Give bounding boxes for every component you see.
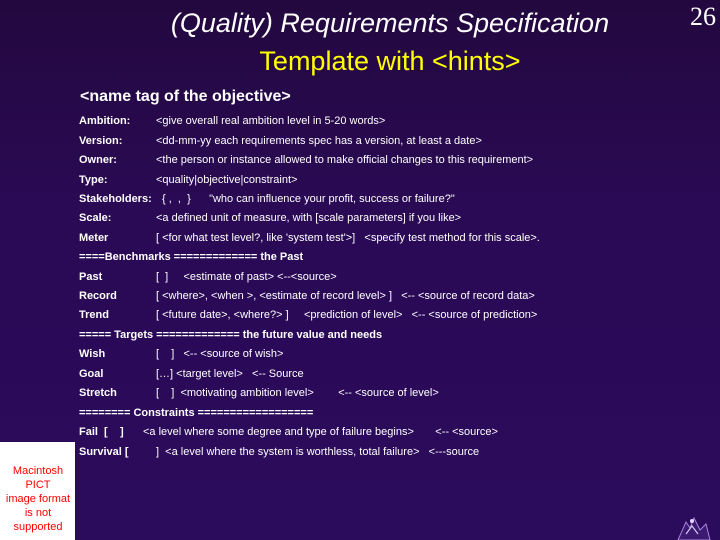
row-value: [ ] <-- <source of wish> — [156, 348, 284, 360]
logo-icon — [672, 512, 712, 540]
row-label: Stakeholders: — [79, 193, 152, 205]
row-value: <dd-mm-yy each requirements spec has a version, at least a date> — [156, 135, 482, 147]
row-label: Version: — [79, 135, 123, 147]
row-value: <quality|objective|constraint> — [156, 174, 298, 186]
row-label: Goal — [79, 368, 104, 380]
objective-heading: <name tag of the objective> — [80, 88, 291, 105]
row-value: <the person or instance allowed to make official changes to this requirement> — [156, 154, 534, 166]
benchmarks-separator: ====Benchmarks ============= the Past — [79, 251, 304, 263]
row-value: [ ] <estimate of past> <--<source> — [156, 271, 337, 283]
title-line-2: Template with <hints> — [259, 46, 521, 76]
row-label: Scale: — [79, 212, 112, 224]
row-label: Past — [79, 271, 103, 283]
constraints-separator: ======== Constraints ================== — [79, 407, 314, 419]
pict-notice — [2, 464, 74, 534]
row-label: Meter — [79, 232, 109, 244]
row-value: [ <for what test level?, like 'system test'>] <specify test method for this scale>. — [156, 232, 540, 244]
pict-placeholder — [0, 442, 75, 540]
row-label: Stretch — [79, 387, 117, 399]
row-label: Survival [ — [79, 446, 129, 458]
row-value: ] <a level where the system is worthless, total failure> <---source — [156, 446, 480, 458]
pict-notice-line: Macintosh PICT — [12, 465, 64, 491]
row-value: […] <target level> <-- Source — [156, 368, 304, 380]
row-label: Ambition: — [79, 115, 131, 127]
row-value: <give overall real ambition level in 5-20 words> — [156, 115, 386, 127]
pict-notice-line: is not supported — [13, 507, 63, 533]
targets-separator: ===== Targets ============= the future value and needs — [79, 329, 383, 341]
row-value: [ <future date>, <where?> ] <prediction of level> <-- <source of prediction> — [156, 309, 538, 321]
row-label: Record — [79, 290, 117, 302]
row-label: Owner: — [79, 154, 117, 166]
pict-notice-line: image format — [5, 493, 71, 505]
row-value: <a defined unit of measure, with [scale parameters] if you like> — [156, 212, 462, 224]
row-value: [ ] <motivating ambition level> <-- <source of level> — [156, 387, 439, 399]
row-label: Trend — [79, 309, 109, 321]
row-value: <a level where some degree and type of failure begins> <-- <source> — [143, 426, 498, 438]
row-label: Type: — [79, 174, 108, 186]
page-number: 26 — [690, 2, 716, 31]
row-value: { , , } "who can influence your profit, success or failure?" — [162, 193, 455, 205]
row-survival — [79, 446, 480, 482]
row-label: Fail [ ] — [79, 426, 124, 438]
title-line-1: (Quality) Requirements Specification — [170, 8, 610, 38]
row-label: Wish — [79, 348, 106, 360]
row-value: [ <where>, <when >, <estimate of record level> ] <-- <source of record data> — [156, 290, 535, 302]
slide-title — [100, 4, 680, 80]
